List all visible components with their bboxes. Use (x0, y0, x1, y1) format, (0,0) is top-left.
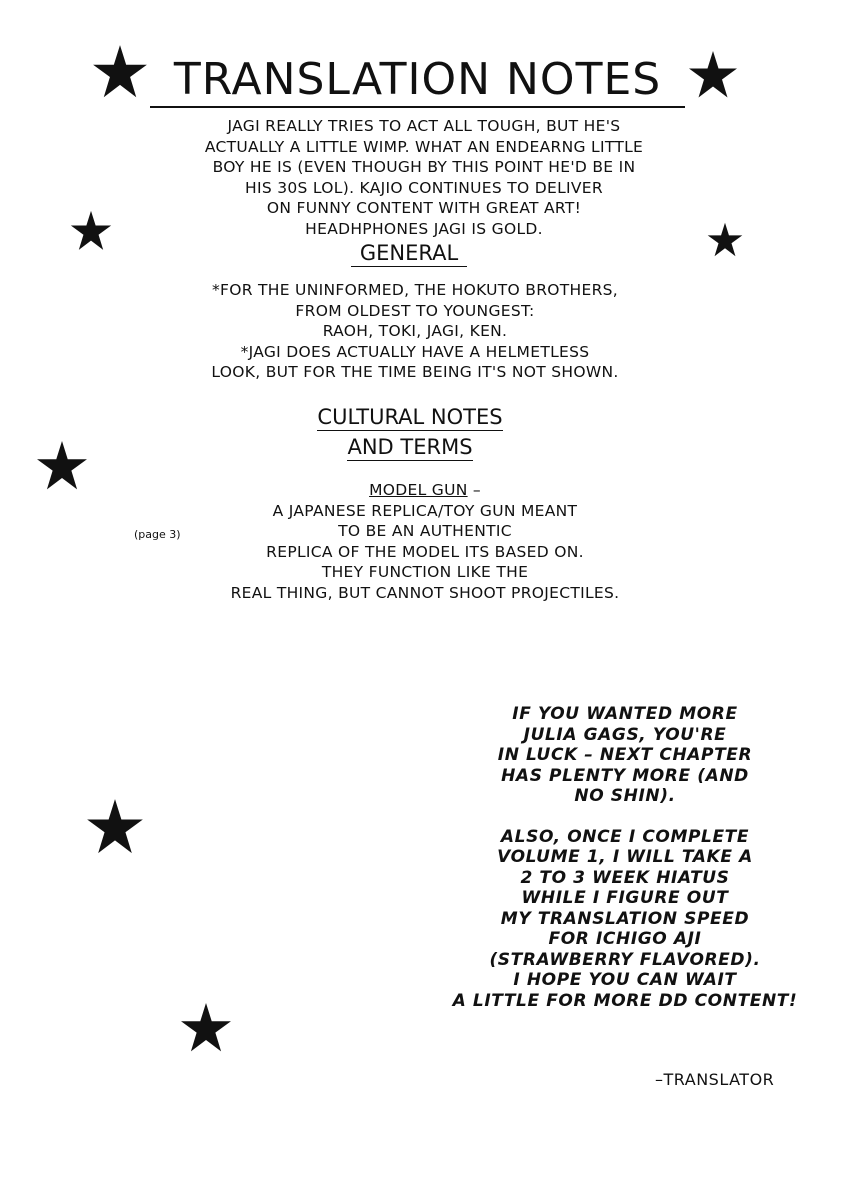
term-definition (190, 480, 660, 603)
general-line: *FOR THE UNINFORMED, THE HOKUTO BROTHERS, (211, 281, 619, 299)
definition-line: REAL THING, BUT CANNOT SHOOT PROJECTILES. (230, 583, 620, 602)
message-line: NO SHIN). (574, 786, 676, 806)
message-line: IN LUCK – NEXT CHAPTER (497, 745, 753, 765)
definition-line: A JAPANESE REPLICA/TOY GUN MEANT (272, 501, 578, 520)
term-dash: – (467, 481, 481, 499)
cultural-heading (280, 402, 540, 462)
message-line: JULIA GAGS, YOU'RE (523, 724, 727, 745)
message-line: HAS PLENTY MORE (AND (501, 765, 749, 786)
translator-signature: –TRANSLATOR (655, 1070, 775, 1089)
general-heading: GENERAL (351, 240, 467, 267)
message-line: I HOPE YOU CAN WAIT (513, 970, 737, 990)
intro-line: HIS 30S LOL). KAJIO CONTINUES TO DELIVER (245, 178, 603, 197)
star-icon (707, 222, 743, 258)
star-icon (688, 50, 738, 100)
message-line: ALSO, ONCE I COMPLETE (500, 826, 750, 847)
page-title: TRANSLATION NOTES (150, 56, 685, 108)
term-heading (190, 480, 660, 501)
star-icon (92, 44, 148, 100)
star-icon (86, 798, 144, 856)
cultural-heading-line: CULTURAL NOTES (317, 405, 503, 429)
message-line: A LITTLE FOR MORE DD CONTENT! (452, 990, 798, 1011)
message-line: IF YOU WANTED MORE (512, 704, 738, 724)
general-line: LOOK, BUT FOR THE TIME BEING IT'S NOT SHOWN. (211, 363, 619, 381)
definition-line: REPLICA OF THE MODEL ITS BASED ON. (266, 542, 584, 561)
star-icon (70, 210, 112, 252)
intro-paragraph (150, 116, 698, 239)
general-notes (160, 280, 670, 383)
message-line: WHILE I FIGURE OUT (521, 888, 729, 908)
translator-message (440, 704, 810, 1011)
message-line: 2 TO 3 WEEK HIATUS (520, 867, 730, 888)
intro-line: ACTUALLY A LITTLE WIMP. WHAT AN ENDEARNG LITTLE (204, 137, 644, 156)
intro-line: HEADHPHONES JAGI IS GOLD. (305, 219, 543, 238)
message-line: FOR ICHIGO AJI (548, 929, 702, 949)
star-icon (180, 1002, 232, 1054)
intro-line: ON FUNNY CONTENT WITH GREAT ART! (266, 199, 582, 217)
general-line: *JAGI DOES ACTUALLY HAVE A HELMETLESS (240, 342, 590, 361)
message-line: VOLUME 1, I WILL TAKE A (497, 847, 753, 867)
message-line: (STRAWBERRY FLAVORED). (489, 949, 761, 970)
term-name: MODEL GUN (369, 481, 468, 499)
definition-line: TO BE AN AUTHENTIC (338, 522, 512, 540)
page-reference: (page 3) (134, 528, 181, 541)
star-icon (36, 440, 88, 492)
intro-line: JAGI REALLY TRIES TO ACT ALL TOUGH, BUT HE'S (227, 117, 621, 135)
general-line: FROM OLDEST TO YOUNGEST: (295, 301, 535, 320)
cultural-heading-line: AND TERMS (347, 435, 473, 459)
message-line: MY TRANSLATION SPEED (500, 908, 750, 929)
definition-line: THEY FUNCTION LIKE THE (321, 563, 529, 581)
intro-line: BOY HE IS (EVEN THOUGH BY THIS POINT HE'D BE IN (212, 158, 636, 176)
general-line: RAOH, TOKI, JAGI, KEN. (322, 322, 508, 340)
